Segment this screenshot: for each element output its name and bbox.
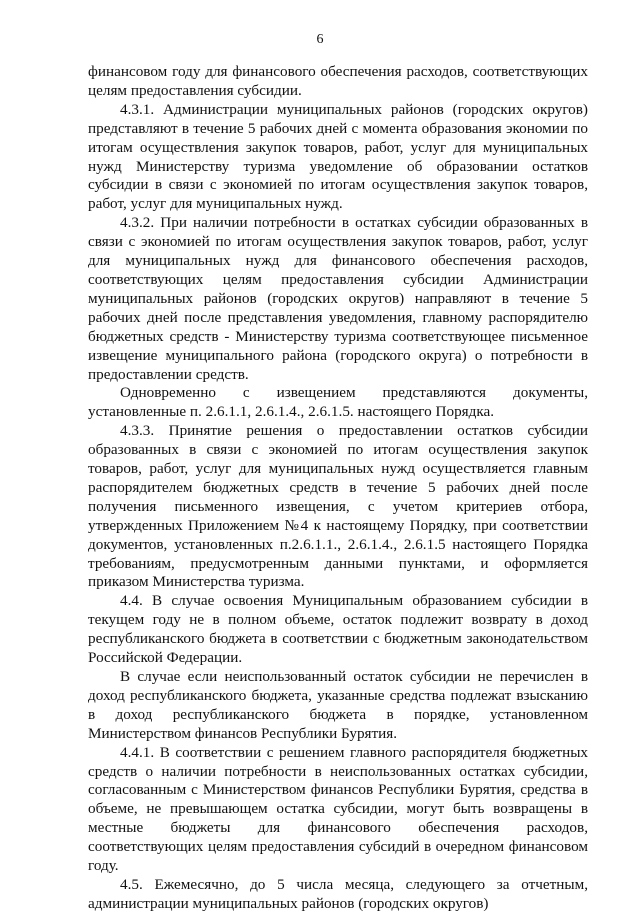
paragraph-4-3-2: 4.3.2. При наличии потребности в остатках субсидии образованных в связи с экономией по итогам осуществления закупок товаров, работ, услуг для муниципальных нужд для финансового обеспечения расходов, соответствующих целям предоставления субсидии Администрации муниципальных районов (городских округов) направляют в течение 5 рабочих дней после представления уведомления, главному распорядителю бюджетных средств - Министерству туризма соответствующее письменное извещение муниципального района (городского округа) о потребности в предоставлении средств.: [88, 214, 588, 383]
paragraph-simultaneously: Одновременно с извещением представляются документы, установленные п. 2.6.1.1, 2.6.1.4., 2.6.1.5. настоящего Порядка.: [88, 384, 588, 421]
paragraph-4-4-1: 4.4.1. В соответствии с решением главного распорядителя бюджетных средств о наличии потребности в неиспользованных остатках субсидии, согласованным с Министерством финансов Республики Бурятия, средства в объеме, не превышающем остатка субсидии, могут быть возвращены в местные бюджеты для финансового обеспечения расходов, соответствующих целям предоставления субсидий в очередном финансовом году.: [88, 743, 588, 875]
paragraph-4-4: 4.4. В случае освоения Муниципальным образованием субсидии в текущем году не в полном объеме, остаток подлежит возврату в доход республиканского бюджета в соответствии с бюджетным законодательством Российской Федерации.: [88, 592, 588, 667]
document-body: [88, 63, 588, 914]
paragraph-continuation: финансовом году для финансового обеспечения расходов, соответствующих целям предоставления субсидии.: [88, 63, 588, 99]
paragraph-unused-remainder: В случае если неиспользованный остаток субсидии не перечислен в доход республиканского бюджета, указанные средства подлежат взысканию в доход республиканского бюджета в порядке, установленном Министерством финансов Республики Бурятия.: [88, 668, 588, 742]
page-number: 6: [316, 32, 324, 47]
paragraph-4-3-3: 4.3.3. Принятие решения о предоставлении остатков субсидии образованных в связи с экономией по итогам осуществления закупок товаров, работ, услуг для муниципальных нужд осуществляется главным распорядителем бюджетных средств в течение 5 рабочих дней после получения письменного извещения, с учетом критериев отбора, утвержденных Приложением №4 к настоящему Порядку, при соответствии документов, установленных п.2.6.1.1., 2.6.1.4., 2.6.1.5 настоящего Порядка требованиям, предусмотренным данными пунктами, и оформляется приказом Министерства туризма.: [88, 422, 588, 591]
paragraph-4-5: 4.5. Ежемесячно, до 5 числа месяца, следующего за отчетным, администрации муниципальных районов (городских округов): [88, 875, 588, 912]
paragraph-4-3-1: 4.3.1. Администрации муниципальных районов (городских округов) представляют в течение 5 рабочих дней с момента образования экономии по итогам осуществления закупок товаров, работ, услуг для муниципальных нужд Министерству туризма уведомление об образовании остатков субсидии в связи с экономией по итогам осуществления закупок товаров, работ, услуг для муниципальных нужд.: [88, 100, 588, 213]
